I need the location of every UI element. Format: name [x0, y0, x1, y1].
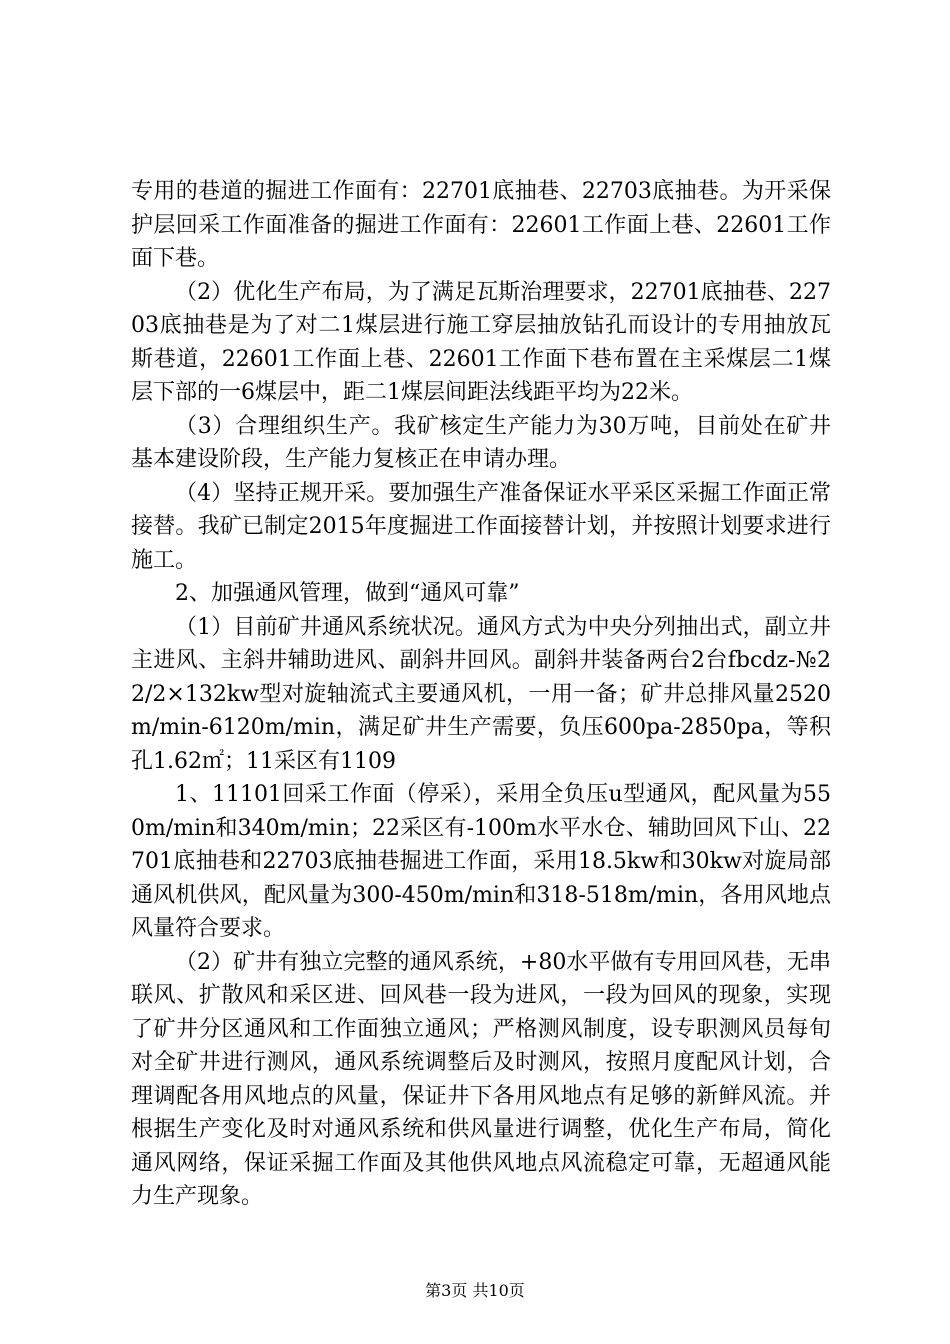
paragraph-regular-mining: （4）坚持正规开采。要加强生产准备保证水平采区采掘工作面正常接替。我矿已制定2015年度掘进工作面接替计划，并按照计划要求进行施工。 [131, 480, 831, 573]
paragraph-ventilation-status: （1）目前矿井通风系统状况。通风方式为中央分列抽出式，副立井主进风、主斜井辅助进风、副斜井回风。副斜井装备两台2台fbcdz-№22/2×132kw型对旋轴流式主要通风机，一用一备；矿井总排风量2520m/min-6120m/min，满足矿井生产需要，负压600pa-2850pa，等积孔1.62㎡；11采区有1109 [131, 614, 832, 774]
document-body [131, 175, 831, 1214]
section-heading-ventilation: 2、加强通风管理，做到“通风可靠” [175, 581, 520, 606]
paragraph-continuation: 专用的巷道的掘进工作面有：22701底抽巷、22703底抽巷。为开采保护层回采工作面准备的掘进工作面有：22601工作面上巷、22601工作面下巷。 [131, 179, 831, 271]
page-number-footer: 第3页 共10页 [425, 1281, 525, 1300]
paragraph-organize-production: （3）合理组织生产。我矿核定生产能力为30万吨，目前处在矿井基本建设阶段，生产能力复核正在申请办理。 [131, 413, 831, 472]
paragraph-optimize-layout: （2）优化生产布局，为了满足瓦斯治理要求，22701底抽巷、22703底抽巷是为了对二1煤层进行施工穿层抽放钻孔而设计的专用抽放瓦斯巷道，22601工作面上巷、22601工作面下巷布置在主采煤层二1煤层下部的一6煤层中，距二1煤层间距法线距平均为22米。 [131, 279, 831, 405]
paragraph-ventilation-system: （2）矿井有独立完整的通风系统，+80水平做有专用回风巷，无串联风、扩散风和采区进、回风巷一段为进风，一段为回风的现象，实现了矿井分区通风和工作面独立通风；严格测风制度，设专职测风员每旬对全矿井进行测风，通风系统调整后及时测风，按照月度配风计划，合理调配各用风地点的风量，保证井下各用风地点有足够的新鲜风流。并根据生产变化及时对通风系统和供风量进行调整，优化生产布局，简化通风网络，保证采掘工作面及其他供风地点风流稳定可靠，无超通风能力生产现象。 [131, 949, 831, 1209]
paragraph-working-face-airflow: 1、11101回采工作面（停采），采用全负压u型通风，配风量为550m/min和340m/min；22采区有-100m水平水仓、辅助回风下山、22701底抽巷和22703底抽巷掘进工作面，采用18.5kw和30kw对旋局部通风机供风，配风量为300-450m/min和318-518m/min，各用风地点风量符合要求。 [131, 782, 831, 941]
